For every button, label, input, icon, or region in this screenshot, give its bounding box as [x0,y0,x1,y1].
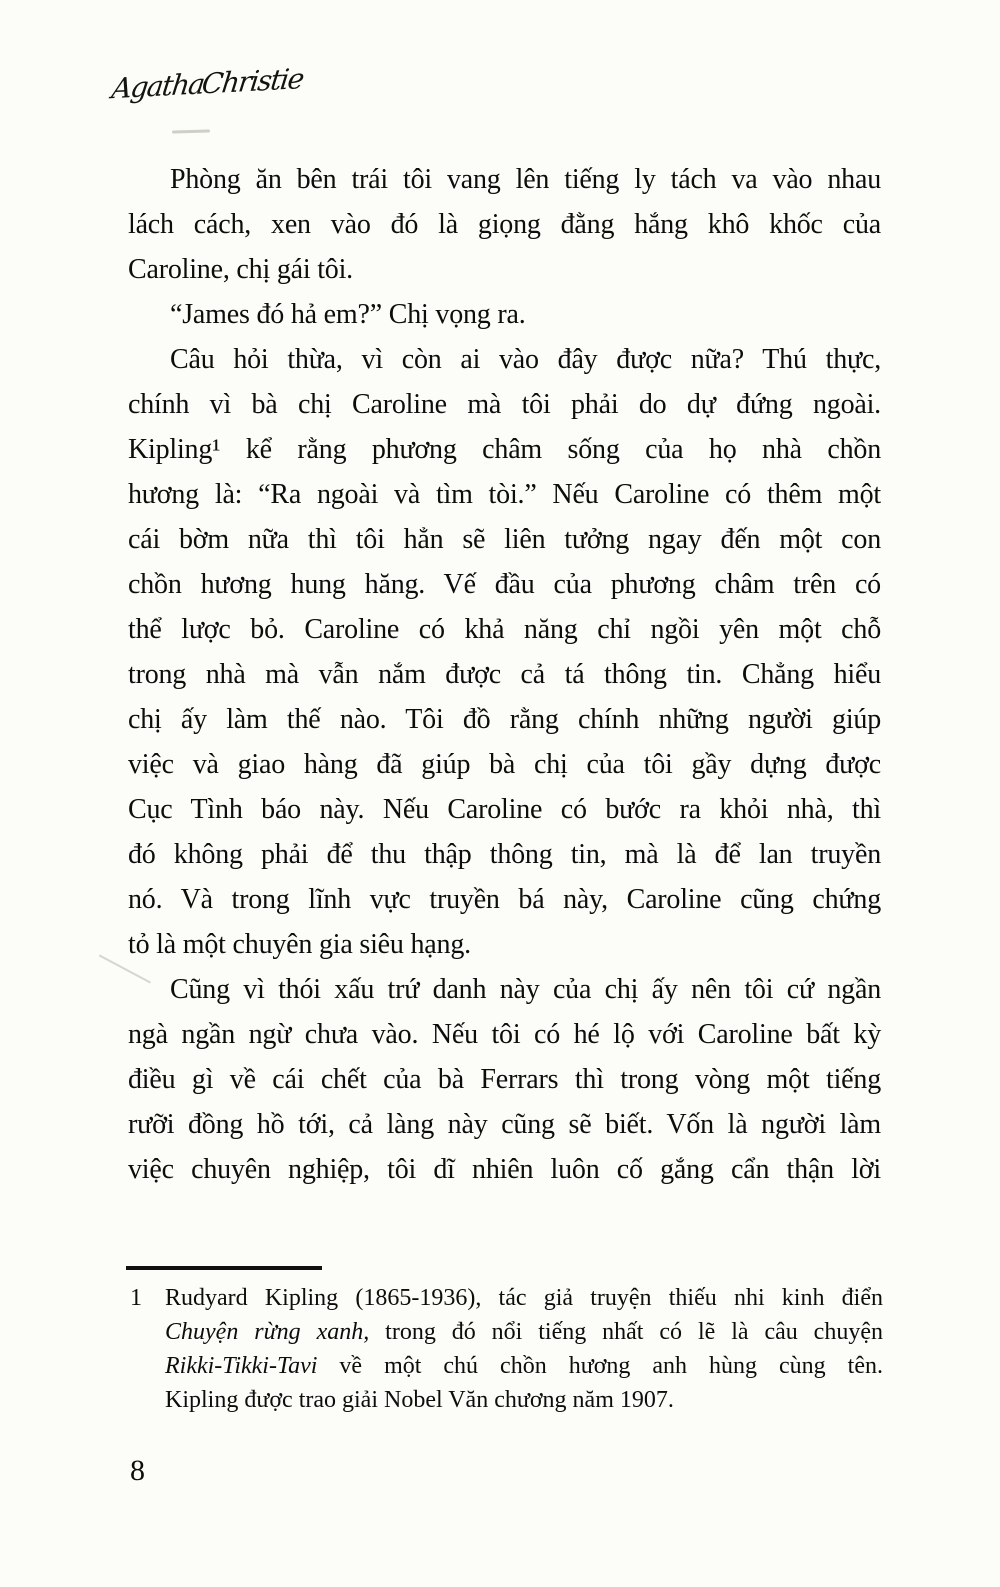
text-line: Kipling¹ kể rằng phương châm sống của họ nhà chồn [128,434,881,465]
footnote-line [165,1315,883,1349]
text-line: ngà ngần ngừ chưa vào. Nếu tôi có hé lộ với Caroline bất kỳ [128,1019,881,1050]
text-line: điều gì về cái chết của bà Ferrars thì trong vòng một tiếng [128,1064,881,1095]
footnote-line [165,1281,883,1315]
text-line: trong nhà mà vẫn nắm được cả tá thông tin. Chẳng hiểu [128,659,881,690]
text-line: Cục Tình báo này. Nếu Caroline có bước ra khỏi nhà, thì [128,794,881,825]
text-line: Cũng vì thói xấu trứ danh này của chị ấy nên tôi cứ ngần [170,974,881,1005]
author-signature: Agatha Christie [109,61,305,106]
footnote-italic-segment: Rikki-Tikki-Tavi [165,1353,340,1379]
footnote-line [165,1349,883,1383]
footnote-text [165,1281,883,1417]
page-number: 8 [130,1454,145,1487]
text-line: việc chuyên nghiệp, tôi dĩ nhiên luôn cố gắng cẩn thận lời [128,1154,881,1185]
text-line: tỏ là một chuyên gia siêu hạng. [128,929,471,960]
text-line: lách cách, xen vào đó là giọng đằng hắng khô khốc của [128,209,881,240]
text-line: cái bờm nữa thì tôi hẳn sẽ liên tưởng ngay đến một con [128,524,881,555]
text-line: chính vì bà chị Caroline mà tôi phải do dự đứng ngoài. [128,389,881,420]
footnote-text-segment: Rudyard Kipling (1865-1936), tác giả truyện thiếu nhi kinh điển [165,1285,883,1311]
text-line: Câu hỏi thừa, vì còn ai vào đây được nữa? Thú thực, [170,344,881,375]
text-line: việc và giao hàng đã giúp bà chị của tôi gầy dựng được [128,749,881,780]
text-line: chị ấy làm thế nào. Tôi đồ rằng chính những người giúp [128,704,881,735]
text-line: “James đó hả em?” Chị vọng ra. [170,299,526,330]
text-line: nó. Và trong lĩnh vực truyền bá này, Caroline cũng chứng [128,884,881,915]
footnote-line [165,1383,883,1417]
text-line: Caroline, chị gái tôi. [128,254,353,285]
footnote-italic-segment: Chuyện rừng xanh, [165,1319,386,1345]
text-line: Phòng ăn bên trái tôi vang lên tiếng ly tách va vào nhau [170,164,881,195]
text-line: rưỡi đồng hồ tới, cả làng này cũng sẽ biết. Vốn là người làm [128,1109,881,1140]
footnote [128,1281,883,1417]
footnote-divider [126,1266,322,1270]
text-line: thể lược bỏ. Caroline có khả năng chỉ ngồi yên một chỗ [128,614,881,645]
footnote-marker: 1 [130,1285,142,1311]
scan-artifact [172,130,210,134]
text-line: hương là: “Ra ngoài và tìm tòi.” Nếu Caroline có thêm một [128,479,881,510]
footnote-text-segment: về một chú chồn hương anh hùng cùng tên. [339,1353,883,1379]
text-line: đó không phải để thu thập thông tin, mà là để lan truyền [128,839,881,870]
footnote-text-segment: Kipling được trao giải Nobel Văn chương năm 1907. [165,1387,674,1413]
body-text [128,157,881,1192]
text-line: chồn hương hung hăng. Vế đầu của phương châm trên có [128,569,881,600]
footnote-text-segment: trong đó nổi tiếng nhất có lẽ là câu chuyện [385,1319,883,1345]
